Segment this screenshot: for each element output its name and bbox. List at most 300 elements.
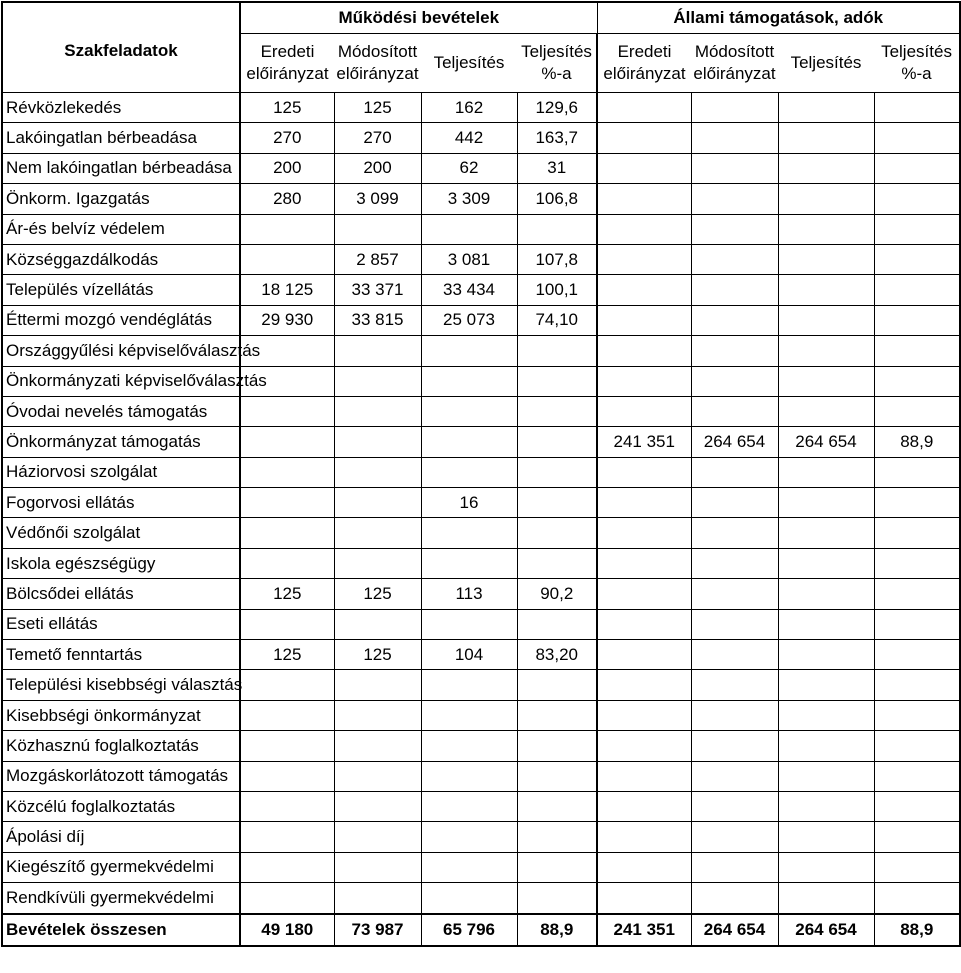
row-name: Bevételek összesen xyxy=(2,914,240,946)
value-cell xyxy=(874,822,960,852)
value-cell xyxy=(334,852,421,882)
value-cell: 200 xyxy=(240,153,334,183)
value-cell: 106,8 xyxy=(517,184,597,214)
table-row xyxy=(2,518,960,548)
row-name: Révközlekedés xyxy=(2,93,240,123)
value-cell: 29 930 xyxy=(240,305,334,335)
value-cell xyxy=(778,883,874,914)
value-cell xyxy=(874,244,960,274)
column-header-line: előirányzat xyxy=(693,64,776,83)
value-cell xyxy=(421,214,517,244)
column-header-line: Módosított xyxy=(337,42,418,61)
value-cell: 129,6 xyxy=(517,93,597,123)
value-cell xyxy=(691,305,778,335)
value-cell xyxy=(597,670,691,700)
value-cell xyxy=(421,791,517,821)
value-cell: 88,9 xyxy=(517,914,597,946)
row-name: Kisebbségi önkormányzat xyxy=(2,700,240,730)
value-cell xyxy=(874,670,960,700)
column-header xyxy=(334,34,421,93)
column-header-line: Teljesítés xyxy=(881,42,952,61)
value-cell xyxy=(597,275,691,305)
value-cell xyxy=(240,244,334,274)
value-cell xyxy=(778,123,874,153)
value-cell xyxy=(240,396,334,426)
value-cell xyxy=(778,184,874,214)
value-cell: 264 654 xyxy=(691,914,778,946)
value-cell xyxy=(240,518,334,548)
value-cell xyxy=(334,518,421,548)
value-cell xyxy=(691,700,778,730)
value-cell xyxy=(874,700,960,730)
value-cell: 241 351 xyxy=(597,427,691,457)
table-row xyxy=(2,579,960,609)
total-row xyxy=(2,914,960,946)
value-cell xyxy=(874,548,960,578)
value-cell xyxy=(691,123,778,153)
value-cell xyxy=(240,670,334,700)
row-name: Országgyűlési képviselőválasztás xyxy=(2,336,240,366)
value-cell: 73 987 xyxy=(334,914,421,946)
value-cell xyxy=(597,731,691,761)
value-cell: 88,9 xyxy=(874,914,960,946)
value-cell xyxy=(517,488,597,518)
column-header xyxy=(597,34,691,93)
value-cell xyxy=(691,852,778,882)
value-cell xyxy=(421,518,517,548)
value-cell: 107,8 xyxy=(517,244,597,274)
row-name: Temető fenntartás xyxy=(2,640,240,670)
table-row xyxy=(2,457,960,487)
value-cell xyxy=(874,731,960,761)
value-cell: 113 xyxy=(421,579,517,609)
column-header-line: Teljesítés xyxy=(790,53,862,72)
table-row xyxy=(2,184,960,214)
value-cell xyxy=(874,153,960,183)
value-cell xyxy=(334,670,421,700)
value-cell xyxy=(874,852,960,882)
value-cell xyxy=(517,609,597,639)
value-cell xyxy=(334,822,421,852)
value-cell xyxy=(421,852,517,882)
value-cell xyxy=(240,609,334,639)
value-cell xyxy=(517,396,597,426)
value-cell xyxy=(334,609,421,639)
value-cell xyxy=(874,761,960,791)
value-cell xyxy=(778,548,874,578)
value-cell xyxy=(240,883,334,914)
value-cell xyxy=(691,457,778,487)
table-row xyxy=(2,488,960,518)
row-name: Háziorvosi szolgálat xyxy=(2,457,240,487)
column-header xyxy=(240,34,334,93)
value-cell xyxy=(874,396,960,426)
value-cell xyxy=(874,93,960,123)
table-row xyxy=(2,93,960,123)
value-cell xyxy=(240,427,334,457)
value-cell xyxy=(691,640,778,670)
table-row xyxy=(2,791,960,821)
value-cell: 163,7 xyxy=(517,123,597,153)
value-cell xyxy=(334,761,421,791)
row-name: Közcélú foglalkoztatás xyxy=(2,791,240,821)
table-row xyxy=(2,548,960,578)
value-cell xyxy=(597,883,691,914)
column-header-line: %-a xyxy=(541,64,572,83)
value-cell xyxy=(691,214,778,244)
value-cell xyxy=(778,153,874,183)
row-name: Lakóingatlan bérbeadása xyxy=(2,123,240,153)
value-cell xyxy=(778,305,874,335)
value-cell xyxy=(874,579,960,609)
table-row xyxy=(2,305,960,335)
value-cell xyxy=(421,336,517,366)
column-header-line: Teljesítés xyxy=(433,53,505,72)
value-cell xyxy=(597,366,691,396)
value-cell: 33 371 xyxy=(334,275,421,305)
value-cell xyxy=(517,731,597,761)
row-name: Védőnői szolgálat xyxy=(2,518,240,548)
value-cell xyxy=(421,427,517,457)
column-header-line: Eredeti xyxy=(617,42,672,61)
value-cell xyxy=(517,548,597,578)
value-cell xyxy=(597,791,691,821)
value-cell xyxy=(691,670,778,700)
value-cell xyxy=(597,852,691,882)
table-row xyxy=(2,244,960,274)
value-cell xyxy=(778,761,874,791)
column-header xyxy=(874,34,960,93)
value-cell xyxy=(597,761,691,791)
value-cell xyxy=(334,791,421,821)
value-cell: 264 654 xyxy=(778,427,874,457)
table-row xyxy=(2,153,960,183)
value-cell xyxy=(240,214,334,244)
value-cell xyxy=(597,579,691,609)
table-row xyxy=(2,761,960,791)
value-cell xyxy=(597,822,691,852)
value-cell xyxy=(691,548,778,578)
value-cell xyxy=(421,761,517,791)
value-cell xyxy=(691,518,778,548)
row-name: Éttermi mozgó vendéglátás xyxy=(2,305,240,335)
value-cell xyxy=(240,791,334,821)
value-cell xyxy=(778,731,874,761)
value-cell xyxy=(240,700,334,730)
value-cell: 18 125 xyxy=(240,275,334,305)
value-cell xyxy=(691,488,778,518)
row-name: Település vízellátás xyxy=(2,275,240,305)
value-cell: 3 309 xyxy=(421,184,517,214)
value-cell xyxy=(517,366,597,396)
value-cell xyxy=(334,214,421,244)
row-name: Eseti ellátás xyxy=(2,609,240,639)
table-row xyxy=(2,731,960,761)
value-cell: 241 351 xyxy=(597,914,691,946)
value-cell xyxy=(778,275,874,305)
value-cell xyxy=(334,427,421,457)
row-name: Fogorvosi ellátás xyxy=(2,488,240,518)
value-cell xyxy=(874,518,960,548)
value-cell xyxy=(597,640,691,670)
value-cell: 200 xyxy=(334,153,421,183)
value-cell xyxy=(421,731,517,761)
value-cell: 49 180 xyxy=(240,914,334,946)
group-header-operating-revenue: Működési bevételek xyxy=(240,2,597,34)
value-cell xyxy=(421,457,517,487)
value-cell xyxy=(597,457,691,487)
value-cell: 125 xyxy=(334,579,421,609)
value-cell xyxy=(334,336,421,366)
value-cell xyxy=(334,883,421,914)
column-header-line: Eredeti xyxy=(260,42,315,61)
value-cell: 270 xyxy=(334,123,421,153)
value-cell: 280 xyxy=(240,184,334,214)
row-name: Önkormányzati képviselőválasztás xyxy=(2,366,240,396)
row-name: Mozgáskorlátozott támogatás xyxy=(2,761,240,791)
value-cell xyxy=(874,791,960,821)
value-cell xyxy=(597,214,691,244)
value-cell xyxy=(691,336,778,366)
value-cell xyxy=(517,761,597,791)
value-cell xyxy=(421,883,517,914)
value-cell xyxy=(517,883,597,914)
value-cell xyxy=(421,822,517,852)
value-cell: 100,1 xyxy=(517,275,597,305)
value-cell: 125 xyxy=(240,579,334,609)
value-cell xyxy=(874,336,960,366)
value-cell xyxy=(597,700,691,730)
value-cell: 31 xyxy=(517,153,597,183)
value-cell: 16 xyxy=(421,488,517,518)
row-name: Önkorm. Igazgatás xyxy=(2,184,240,214)
column-header-line: előirányzat xyxy=(603,64,686,83)
value-cell xyxy=(778,579,874,609)
table-row xyxy=(2,700,960,730)
row-name: Bölcsődei ellátás xyxy=(2,579,240,609)
value-cell xyxy=(597,548,691,578)
value-cell xyxy=(421,670,517,700)
value-cell: 25 073 xyxy=(421,305,517,335)
value-cell xyxy=(778,518,874,548)
value-cell xyxy=(778,244,874,274)
table-row xyxy=(2,609,960,639)
value-cell xyxy=(691,822,778,852)
value-cell: 125 xyxy=(334,93,421,123)
value-cell xyxy=(334,488,421,518)
value-cell xyxy=(597,518,691,548)
value-cell xyxy=(874,305,960,335)
column-header-line: előirányzat xyxy=(246,64,329,83)
value-cell xyxy=(691,883,778,914)
value-cell xyxy=(421,609,517,639)
value-cell xyxy=(597,93,691,123)
value-cell: 74,10 xyxy=(517,305,597,335)
value-cell: 104 xyxy=(421,640,517,670)
row-name: Közhasznú foglalkoztatás xyxy=(2,731,240,761)
table-row xyxy=(2,822,960,852)
value-cell xyxy=(691,244,778,274)
value-cell xyxy=(240,852,334,882)
value-cell xyxy=(597,244,691,274)
value-cell xyxy=(240,488,334,518)
value-cell: 442 xyxy=(421,123,517,153)
value-cell xyxy=(874,366,960,396)
value-cell xyxy=(778,609,874,639)
value-cell xyxy=(597,305,691,335)
value-cell xyxy=(597,123,691,153)
value-cell: 65 796 xyxy=(421,914,517,946)
value-cell xyxy=(874,184,960,214)
value-cell xyxy=(874,123,960,153)
value-cell xyxy=(240,822,334,852)
table-row xyxy=(2,396,960,426)
value-cell xyxy=(691,366,778,396)
value-cell xyxy=(874,640,960,670)
value-cell xyxy=(517,852,597,882)
row-name: Nem lakóingatlan bérbeadása xyxy=(2,153,240,183)
value-cell xyxy=(778,457,874,487)
value-cell xyxy=(778,700,874,730)
value-cell xyxy=(334,457,421,487)
value-cell xyxy=(874,214,960,244)
value-cell xyxy=(691,93,778,123)
value-cell xyxy=(778,336,874,366)
value-cell: 270 xyxy=(240,123,334,153)
table-row xyxy=(2,640,960,670)
value-cell: 3 099 xyxy=(334,184,421,214)
value-cell xyxy=(778,366,874,396)
table-row xyxy=(2,336,960,366)
value-cell xyxy=(691,396,778,426)
row-name: Önkormányzat támogatás xyxy=(2,427,240,457)
value-cell: 33 815 xyxy=(334,305,421,335)
value-cell xyxy=(597,336,691,366)
value-cell xyxy=(517,518,597,548)
value-cell xyxy=(334,548,421,578)
value-cell xyxy=(874,609,960,639)
column-header xyxy=(778,34,874,93)
table-row xyxy=(2,123,960,153)
value-cell xyxy=(691,731,778,761)
value-cell xyxy=(334,366,421,396)
value-cell xyxy=(778,488,874,518)
column-header-line: Teljesítés xyxy=(521,42,592,61)
value-cell: 162 xyxy=(421,93,517,123)
column-header-line: Módosított xyxy=(694,42,775,61)
row-name: Kiegészítő gyermekvédelmi xyxy=(2,852,240,882)
value-cell xyxy=(240,548,334,578)
value-cell: 264 654 xyxy=(778,914,874,946)
value-cell xyxy=(334,396,421,426)
group-header-state-subsidies: Állami támogatások, adók xyxy=(597,2,960,34)
value-cell xyxy=(778,791,874,821)
row-label-header: Szakfeladatok xyxy=(2,2,240,93)
value-cell xyxy=(691,153,778,183)
value-cell xyxy=(421,548,517,578)
row-name: Ár-és belvíz védelem xyxy=(2,214,240,244)
value-cell xyxy=(517,700,597,730)
table-row xyxy=(2,670,960,700)
value-cell: 88,9 xyxy=(874,427,960,457)
table-row xyxy=(2,275,960,305)
row-name: Települési kisebbségi választás xyxy=(2,670,240,700)
value-cell xyxy=(691,184,778,214)
value-cell xyxy=(691,791,778,821)
column-header xyxy=(421,34,517,93)
value-cell xyxy=(597,184,691,214)
value-cell xyxy=(421,396,517,426)
value-cell: 2 857 xyxy=(334,244,421,274)
column-header-line: előirányzat xyxy=(336,64,419,83)
value-cell xyxy=(517,822,597,852)
value-cell xyxy=(597,609,691,639)
value-cell: 33 434 xyxy=(421,275,517,305)
value-cell xyxy=(874,883,960,914)
value-cell xyxy=(691,609,778,639)
value-cell xyxy=(517,214,597,244)
table-row xyxy=(2,427,960,457)
value-cell xyxy=(517,670,597,700)
value-cell xyxy=(778,396,874,426)
value-cell xyxy=(778,822,874,852)
value-cell xyxy=(240,731,334,761)
column-header-line: %-a xyxy=(901,64,932,83)
table-row xyxy=(2,214,960,244)
value-cell xyxy=(778,670,874,700)
value-cell xyxy=(691,275,778,305)
value-cell: 125 xyxy=(240,640,334,670)
revenue-table xyxy=(1,1,961,947)
value-cell xyxy=(421,366,517,396)
value-cell xyxy=(517,427,597,457)
value-cell xyxy=(597,488,691,518)
value-cell: 125 xyxy=(240,93,334,123)
value-cell xyxy=(778,640,874,670)
value-cell xyxy=(517,336,597,366)
row-name: Ápolási díj xyxy=(2,822,240,852)
value-cell xyxy=(517,457,597,487)
value-cell xyxy=(597,153,691,183)
value-cell xyxy=(421,700,517,730)
row-name: Iskola egészségügy xyxy=(2,548,240,578)
table-row xyxy=(2,883,960,914)
value-cell xyxy=(334,700,421,730)
table-row xyxy=(2,366,960,396)
value-cell xyxy=(778,93,874,123)
value-cell xyxy=(334,731,421,761)
value-cell: 125 xyxy=(334,640,421,670)
value-cell xyxy=(597,396,691,426)
value-cell xyxy=(778,214,874,244)
table-row xyxy=(2,852,960,882)
row-name: Óvodai nevelés támogatás xyxy=(2,396,240,426)
value-cell xyxy=(517,791,597,821)
value-cell: 264 654 xyxy=(691,427,778,457)
column-header xyxy=(517,34,597,93)
value-cell xyxy=(778,852,874,882)
value-cell xyxy=(874,457,960,487)
value-cell: 62 xyxy=(421,153,517,183)
value-cell xyxy=(874,275,960,305)
row-name: Községgazdálkodás xyxy=(2,244,240,274)
row-name: Rendkívüli gyermekvédelmi xyxy=(2,883,240,914)
value-cell xyxy=(691,579,778,609)
value-cell: 3 081 xyxy=(421,244,517,274)
value-cell xyxy=(691,761,778,791)
value-cell: 90,2 xyxy=(517,579,597,609)
column-header xyxy=(691,34,778,93)
